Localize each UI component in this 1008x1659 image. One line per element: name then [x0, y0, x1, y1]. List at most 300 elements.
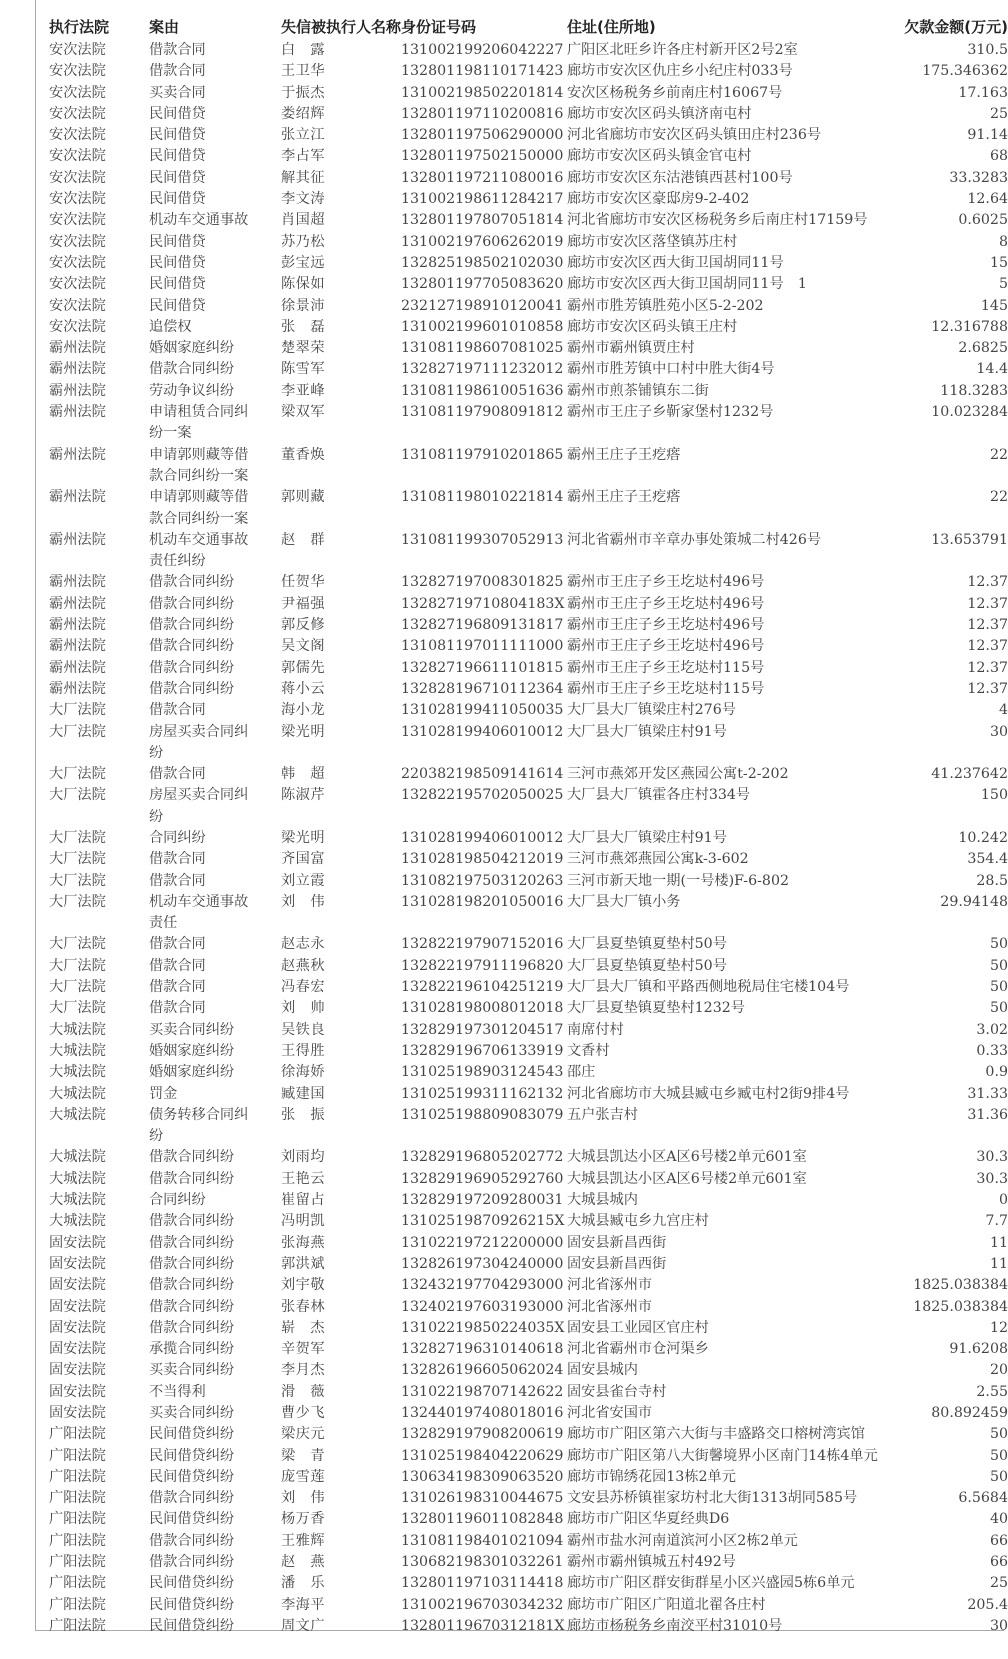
cell-cause: 民间借贷纠纷 [148, 1596, 235, 1613]
cell-cause: 劳动争议纠纷 [148, 382, 235, 399]
cell-name: 冯春宏 [280, 979, 326, 996]
cell-name: 李文涛 [280, 191, 326, 208]
cell-amount: 15 [989, 254, 1008, 271]
cell-id-number: 132825198502102030 [400, 254, 564, 271]
cell-court: 安次法院 [49, 276, 106, 293]
cell-id-number: 132801196011082848 [400, 1511, 564, 1528]
cell-court: 霸州法院 [49, 595, 106, 612]
cell-cause: 借款合同 [148, 766, 206, 783]
cell-name: 刘雨均 [280, 1149, 326, 1166]
cell-id-number: 132432197704293000 [400, 1277, 564, 1294]
cell-court: 安次法院 [49, 233, 106, 250]
cell-cause: 婚姻家庭纠纷 [148, 1064, 235, 1081]
table-row [49, 1424, 1008, 1445]
table-row [49, 1169, 1008, 1190]
cell-court: 广阳法院 [49, 1511, 106, 1528]
cell-address: 三河市燕郊开发区燕园公寓t-2-202 [566, 766, 789, 783]
cell-amount: 354.4 [967, 851, 1008, 868]
cell-name: 徐景沛 [280, 297, 326, 314]
cell-court: 安次法院 [49, 127, 106, 144]
cell-name: 刘 帅 [280, 1000, 326, 1017]
cell-cause: 民间借贷纠纷 [148, 1511, 235, 1528]
cell-name: 娄绍辉 [280, 105, 326, 122]
cell-address: 廊坊市杨税务乡南洨平村31010号 [566, 1617, 783, 1634]
table-row [49, 1147, 1008, 1168]
cell-amount: 50 [989, 957, 1008, 974]
cell-id-number: 132828196710112364 [400, 680, 564, 697]
cell-court: 安次法院 [49, 63, 106, 80]
cell-name: 赵志永 [280, 936, 326, 953]
cell-amount: 12.37 [967, 574, 1008, 591]
cell-name: 李亚峰 [280, 382, 326, 399]
cell-name: 吴文阁 [280, 638, 326, 655]
cell-id-number: 232127198910120041 [400, 297, 564, 314]
cell-name: 庞雪莲 [280, 1468, 326, 1485]
cell-amount: 25 [989, 1575, 1008, 1592]
table-row [49, 956, 1008, 977]
cell-cause: 借款合同纠纷 [148, 617, 235, 634]
cell-court: 广阳法院 [49, 1490, 106, 1507]
cell-amount: 30 [989, 1617, 1008, 1634]
cell-address: 霸州市霸州镇贾庄村 [566, 340, 695, 357]
cell-address: 固安县新昌西街 [566, 1255, 667, 1272]
cell-amount: 50 [989, 1468, 1008, 1485]
cell-court: 固安法院 [49, 1341, 106, 1358]
cell-court: 广阳法院 [49, 1617, 106, 1634]
cell-name: 陈雪军 [280, 361, 326, 378]
cell-cause: 合同纠纷 [148, 829, 206, 846]
cell-amount: 22 [989, 446, 1008, 463]
cell-court: 安次法院 [49, 105, 106, 122]
cell-address: 大厂县大厂镇小务 [566, 893, 681, 910]
cell-address: 霸州市霸州镇城五村492号 [566, 1554, 736, 1571]
cell-id-number: 131028199411050035 [400, 702, 564, 719]
cell-amount: 41.237642 [931, 766, 1008, 783]
table-row [49, 1254, 1008, 1275]
cell-address: 河北省霸州市仓河渠乡 [566, 1341, 709, 1358]
cell-court: 大城法院 [49, 1085, 106, 1102]
table-body [49, 40, 1008, 1637]
cell-amount: 145 [980, 297, 1008, 314]
cell-id-number: 131022197212200000 [400, 1234, 564, 1251]
cell-court: 大厂法院 [49, 979, 106, 996]
cell-address: 河北省霸州市辛章办事处策城二村426号 [566, 531, 822, 548]
cell-court: 大城法院 [49, 1064, 106, 1081]
cell-name: 崭 杰 [280, 1319, 326, 1336]
cell-name: 吴铁良 [280, 1021, 326, 1038]
cell-amount: 50 [989, 1447, 1008, 1464]
table-row [49, 61, 1008, 82]
cell-address: 邵庄 [566, 1064, 596, 1081]
table-row [49, 359, 1008, 380]
cell-name: 刘立霞 [280, 872, 326, 889]
cell-name: 张 磊 [280, 318, 326, 335]
cell-court: 大城法院 [49, 1192, 106, 1209]
cell-id-number: 132829196805202772 [400, 1149, 564, 1166]
cell-court: 大厂法院 [49, 1000, 106, 1017]
cell-cause: 机动车交通事故 责任纠纷 [148, 531, 249, 570]
cell-cause: 借款合同纠纷 [148, 680, 235, 697]
cell-name: 张海燕 [280, 1234, 326, 1251]
cell-cause: 申请郭则藏等借 款合同纠纷一案 [148, 446, 249, 484]
table-row [49, 210, 1008, 231]
cell-amount: 91.14 [967, 127, 1008, 144]
cell-amount: 10.023284 [931, 404, 1008, 421]
table-row [49, 1275, 1008, 1296]
cell-name: 白 露 [280, 42, 326, 58]
cell-cause: 房屋买卖合同纠 纷 [148, 723, 249, 761]
cell-id-number: 13282719710804183X [400, 595, 565, 612]
cell-court: 广阳法院 [49, 1596, 106, 1613]
cell-court: 安次法院 [49, 297, 106, 314]
cell-name: 冯明凯 [280, 1213, 326, 1230]
cell-cause: 民间借贷 [148, 254, 206, 271]
cell-id-number: 132827196310140618 [400, 1341, 564, 1358]
cell-court: 固安法院 [49, 1405, 106, 1421]
table-row [49, 785, 1008, 828]
cell-court: 大厂法院 [49, 872, 106, 889]
cell-name: 董香焕 [280, 446, 326, 463]
cell-cause: 民间借贷 [148, 276, 206, 293]
cell-amount: 7.7 [985, 1213, 1008, 1230]
cell-amount: 50 [989, 979, 1008, 996]
table-row [49, 679, 1008, 700]
cell-name: 张春林 [280, 1298, 326, 1315]
cell-amount: 0.33 [976, 1042, 1008, 1059]
cell-id-number: 132826196605062024 [400, 1362, 564, 1379]
table-row [49, 1020, 1008, 1041]
cell-address: 霸州市胜芳镇中口村中胜大街4号 [566, 361, 775, 378]
cell-address: 固安县雀台寺村 [566, 1383, 667, 1400]
cell-amount: 310.5 [967, 42, 1008, 58]
cell-id-number: 132822195702050025 [400, 787, 564, 804]
cell-address: 霸州市王庄子乡王圪垯村496号 [566, 574, 765, 591]
cell-id-number: 131028199406010012 [400, 723, 564, 740]
cell-address: 河北省安国市 [566, 1405, 653, 1421]
cell-id-number: 131002197606262019 [400, 233, 564, 250]
cell-address: 廊坊市安次区西大街卫国胡同11号 [566, 254, 784, 271]
cell-cause: 买卖合同纠纷 [148, 1362, 235, 1379]
cell-address: 廊坊市广阳区广阳道北翟各庄村 [566, 1596, 766, 1613]
cell-amount: 14.4 [976, 361, 1008, 378]
cell-id-number: 132801197807051814 [400, 212, 564, 229]
cell-amount: 11 [989, 1234, 1008, 1251]
cell-cause: 借款合同纠纷 [148, 1554, 235, 1571]
cell-name: 刘宇敬 [280, 1277, 326, 1294]
cell-cause: 民间借贷 [148, 148, 206, 165]
cell-cause: 借款合同 [148, 63, 206, 80]
cell-court: 大厂法院 [49, 723, 106, 740]
cell-court: 霸州法院 [49, 404, 106, 421]
cell-cause: 借款合同纠纷 [148, 1234, 235, 1251]
cell-address: 霸州王庄子王疙瘩 [566, 489, 681, 506]
cell-address: 廊坊市安次区落垡镇苏庄村 [566, 233, 738, 250]
cell-address: 大厂县夏垫镇夏垫村1232号 [566, 1000, 745, 1017]
table-row [49, 487, 1008, 530]
table-row [49, 1339, 1008, 1360]
cell-name: 刘 伟 [280, 1490, 326, 1507]
table-row [49, 1297, 1008, 1318]
cell-cause: 借款合同纠纷 [148, 1255, 235, 1272]
cell-amount: 50 [989, 1426, 1008, 1443]
cell-id-number: 132801197211080016 [400, 169, 564, 186]
cell-amount: 68 [989, 148, 1008, 165]
cell-amount: 50 [989, 936, 1008, 953]
cell-name: 蒋小云 [280, 680, 326, 697]
cell-address: 固安县工业园区官庄村 [566, 1319, 709, 1336]
cell-name: 杨万香 [280, 1511, 326, 1528]
cell-id-number: 131025198903124543 [400, 1064, 564, 1081]
table-row [49, 1573, 1008, 1594]
cell-id-number: 132822197911196820 [400, 957, 564, 974]
cell-name: 海小龙 [280, 702, 326, 719]
cell-court: 大厂法院 [49, 893, 106, 910]
header-row [49, 14, 1008, 40]
table-row [49, 700, 1008, 721]
cell-amount: 150 [980, 787, 1008, 804]
cell-address: 廊坊市广阳区第八大街馨境界小区南门14栋4单元 [566, 1447, 878, 1464]
cell-id-number: 132822196104251219 [400, 979, 564, 996]
cell-name: 张 振 [280, 1106, 326, 1123]
cell-name: 王雅辉 [280, 1532, 326, 1549]
cell-court: 广阳法院 [49, 1447, 106, 1464]
cell-cause: 机动车交通事故 责任 [148, 893, 249, 932]
table-row [49, 1062, 1008, 1083]
cell-amount: 28.5 [976, 872, 1008, 889]
cell-address: 五户张吉村 [566, 1106, 638, 1123]
cell-amount: 11 [989, 1255, 1008, 1272]
cell-cause: 借款合同 [148, 851, 206, 868]
cell-id-number: 131025199311162132 [400, 1085, 564, 1102]
table-row [49, 998, 1008, 1019]
cell-name: 梁光明 [280, 723, 326, 740]
cell-id-number: 132801197110200816 [400, 105, 564, 122]
cell-cause: 民间借贷纠纷 [148, 1426, 235, 1443]
cell-amount: 1825.038384 [913, 1298, 1008, 1315]
cell-court: 固安法院 [49, 1298, 106, 1315]
cell-amount: 33.3283 [949, 169, 1008, 186]
table-row [49, 1403, 1008, 1424]
cell-cause: 买卖合同纠纷 [148, 1021, 235, 1038]
cell-amount: 25 [989, 105, 1008, 122]
cell-name: 任贺华 [280, 574, 326, 591]
cell-id-number: 132826197304240000 [400, 1255, 564, 1272]
cell-address: 大城县凯达小区A区6号楼2单元601室 [566, 1149, 807, 1166]
cell-name: 梁庆元 [280, 1426, 326, 1443]
table-row [49, 168, 1008, 189]
cell-id-number: 132801197103114418 [400, 1575, 564, 1592]
cell-court: 广阳法院 [49, 1575, 106, 1592]
cell-amount: 31.33 [967, 1085, 1008, 1102]
cell-id-number: 131002198502201814 [400, 84, 564, 101]
cell-address: 大城县城内 [566, 1192, 638, 1209]
cell-cause: 借款合同纠纷 [148, 1319, 235, 1336]
cell-id-number: 132829197908200619 [400, 1426, 564, 1443]
table-row [49, 253, 1008, 274]
cell-id-number: 130634198309063520 [400, 1468, 564, 1485]
cell-court: 固安法院 [49, 1383, 106, 1400]
cell-name: 陈保如 [280, 276, 326, 293]
cell-name: 崔留占 [280, 1192, 326, 1209]
cell-cause: 借款合同 [148, 872, 206, 889]
header-address: 住址(住所地) [566, 18, 656, 36]
cell-address: 大厂县大厂镇梁庄村91号 [566, 829, 727, 846]
cell-cause: 借款合同纠纷 [148, 1213, 235, 1230]
table-row [49, 828, 1008, 849]
cell-name: 刘 伟 [280, 893, 326, 910]
cell-cause: 民间借贷 [148, 297, 206, 314]
cell-address: 河北省廊坊市安次区杨税务乡后南庄村17159号 [566, 212, 868, 229]
cell-address: 河北省涿州市 [566, 1277, 653, 1294]
cell-id-number: 131081198607081025 [400, 340, 564, 357]
cell-amount: 0.6025 [958, 212, 1008, 229]
table-row [49, 146, 1008, 167]
cell-court: 霸州法院 [49, 489, 106, 506]
cell-amount: 66 [989, 1532, 1008, 1549]
cell-id-number: 132827196611101815 [400, 659, 564, 676]
cell-cause: 民间借贷 [148, 233, 206, 250]
table-row [49, 445, 1008, 488]
cell-cause: 婚姻家庭纠纷 [148, 1042, 235, 1059]
cell-address: 河北省廊坊市大城县臧屯乡臧屯村2街9排4号 [566, 1085, 850, 1102]
cell-address: 大城县凯达小区A区6号楼2单元601室 [566, 1170, 807, 1187]
cell-court: 霸州法院 [49, 638, 106, 655]
header-amount: 欠款金额(万元) [904, 18, 1008, 36]
cell-address: 南席付村 [566, 1021, 624, 1038]
cell-address: 廊坊市安次区西大街卫国胡同11号 1 [566, 276, 807, 293]
cell-court: 大城法院 [49, 1170, 106, 1187]
cell-cause: 借款合同纠纷 [148, 638, 235, 655]
cell-cause: 民间借贷纠纷 [148, 1575, 235, 1592]
cell-address: 廊坊市安次区豪邸房9-2-402 [566, 191, 750, 208]
cell-id-number: 132402197603193000 [400, 1298, 564, 1315]
header-name: 失信被执行人名称 [280, 18, 401, 36]
cell-id-number: 13102219850224035X [400, 1319, 565, 1336]
table-row [49, 1467, 1008, 1488]
cell-court: 安次法院 [49, 254, 106, 271]
cell-name: 臧建国 [280, 1085, 326, 1102]
cell-court: 安次法院 [49, 169, 106, 186]
cell-name: 肖国超 [280, 212, 326, 229]
cell-amount: 50 [989, 1000, 1008, 1017]
cell-address: 大厂县夏垫镇夏垫村50号 [566, 957, 727, 974]
cell-id-number: 131081197011111000 [400, 638, 564, 655]
cell-address: 廊坊市安次区仇庄乡小纪庄村033号 [566, 63, 793, 80]
cell-cause: 买卖合同 [148, 84, 206, 101]
table-row [49, 381, 1008, 402]
cell-id-number: 131082197503120263 [400, 872, 564, 889]
cell-cause: 民间借贷 [148, 191, 206, 208]
cell-name: 潘 乐 [280, 1575, 326, 1592]
cell-amount: 3.02 [976, 1021, 1008, 1038]
cell-cause: 不当得利 [148, 1383, 206, 1400]
cell-address: 廊坊市安次区码头镇济南屯村 [566, 105, 752, 122]
cell-amount: 12.37 [967, 617, 1008, 634]
cell-id-number: 132829196706133919 [400, 1042, 564, 1059]
cell-address: 霸州市王庄子乡王圪垯村496号 [566, 638, 765, 655]
table-row [49, 1531, 1008, 1552]
cell-amount: 66 [989, 1554, 1008, 1571]
cell-name: 尹福强 [280, 595, 326, 612]
cell-id-number: 132801197506290000 [400, 127, 564, 144]
cell-id-number: 132829197301204517 [400, 1021, 564, 1038]
cell-court: 安次法院 [49, 318, 106, 335]
cell-name: 梁光明 [280, 829, 326, 846]
cell-cause: 民间借贷 [148, 105, 206, 122]
cell-address: 廊坊市锦绣花园13栋2单元 [566, 1468, 736, 1485]
cell-name: 辛贺军 [280, 1341, 326, 1358]
table-row [49, 296, 1008, 317]
cell-amount: 12.37 [967, 595, 1008, 612]
cell-cause: 追偿权 [148, 318, 192, 335]
cell-court: 霸州法院 [49, 659, 106, 676]
cell-address: 霸州市胜芳镇胜苑小区5-2-202 [566, 297, 764, 314]
cell-cause: 买卖合同纠纷 [148, 1405, 235, 1421]
cell-cause: 借款合同纠纷 [148, 1298, 235, 1315]
table-row [49, 1509, 1008, 1530]
cell-court: 霸州法院 [49, 361, 106, 378]
cell-court: 大厂法院 [49, 702, 106, 719]
cell-cause: 债务转移合同纠 纷 [148, 1106, 249, 1145]
cell-id-number: 131002198611284217 [400, 191, 564, 208]
cell-amount: 5 [998, 276, 1008, 293]
cell-address: 大厂县大厂镇梁庄村276号 [566, 702, 736, 719]
cell-name: 周文广 [280, 1617, 326, 1634]
cell-court: 安次法院 [49, 148, 106, 165]
cell-address: 安次区杨税务乡前南庄村16067号 [566, 84, 783, 101]
table-row [49, 1233, 1008, 1254]
cell-id-number: 132801198110171423 [400, 63, 564, 80]
cell-amount: 20 [989, 1362, 1008, 1379]
cell-name: 梁 青 [280, 1447, 326, 1464]
cell-court: 大厂法院 [49, 766, 106, 783]
cell-cause: 借款合同纠纷 [148, 361, 235, 378]
cell-court: 固安法院 [49, 1319, 106, 1336]
cell-court: 广阳法院 [49, 1532, 106, 1549]
cell-amount: 0 [998, 1192, 1008, 1209]
cell-court: 霸州法院 [49, 340, 106, 357]
cell-id-number: 132827197111232012 [400, 361, 564, 378]
cell-id-number: 131081198610051636 [400, 382, 564, 399]
cell-name: 徐海娇 [280, 1064, 326, 1081]
cell-name: 李月杰 [280, 1362, 326, 1379]
cell-id-number: 13102519870926215X [400, 1213, 565, 1230]
cell-id-number: 131081199307052913 [400, 531, 564, 548]
table-row [49, 1552, 1008, 1573]
cell-id-number: 132801197705083620 [400, 276, 564, 293]
table-row [49, 338, 1008, 359]
table-row [49, 402, 1008, 445]
cell-name: 赵 燕 [280, 1554, 326, 1571]
cell-court: 大城法院 [49, 1106, 106, 1123]
cell-amount: 2.55 [976, 1383, 1008, 1400]
cell-cause: 借款合同纠纷 [148, 659, 235, 676]
cell-cause: 借款合同纠纷 [148, 1170, 235, 1187]
cell-amount: 12.37 [967, 680, 1008, 697]
cell-amount: 1825.038384 [913, 1277, 1008, 1294]
table-row [49, 274, 1008, 295]
table-row [49, 977, 1008, 998]
cell-amount: 22 [989, 489, 1008, 506]
cell-name: 张立江 [280, 127, 326, 144]
cell-name: 王得胜 [280, 1042, 326, 1059]
cell-cause: 借款合同纠纷 [148, 595, 235, 612]
cell-court: 安次法院 [49, 84, 106, 101]
cell-court: 大厂法院 [49, 787, 106, 804]
cell-court: 安次法院 [49, 191, 106, 208]
cell-id-number: 131002199206042227 [400, 42, 564, 58]
table-row [49, 232, 1008, 253]
